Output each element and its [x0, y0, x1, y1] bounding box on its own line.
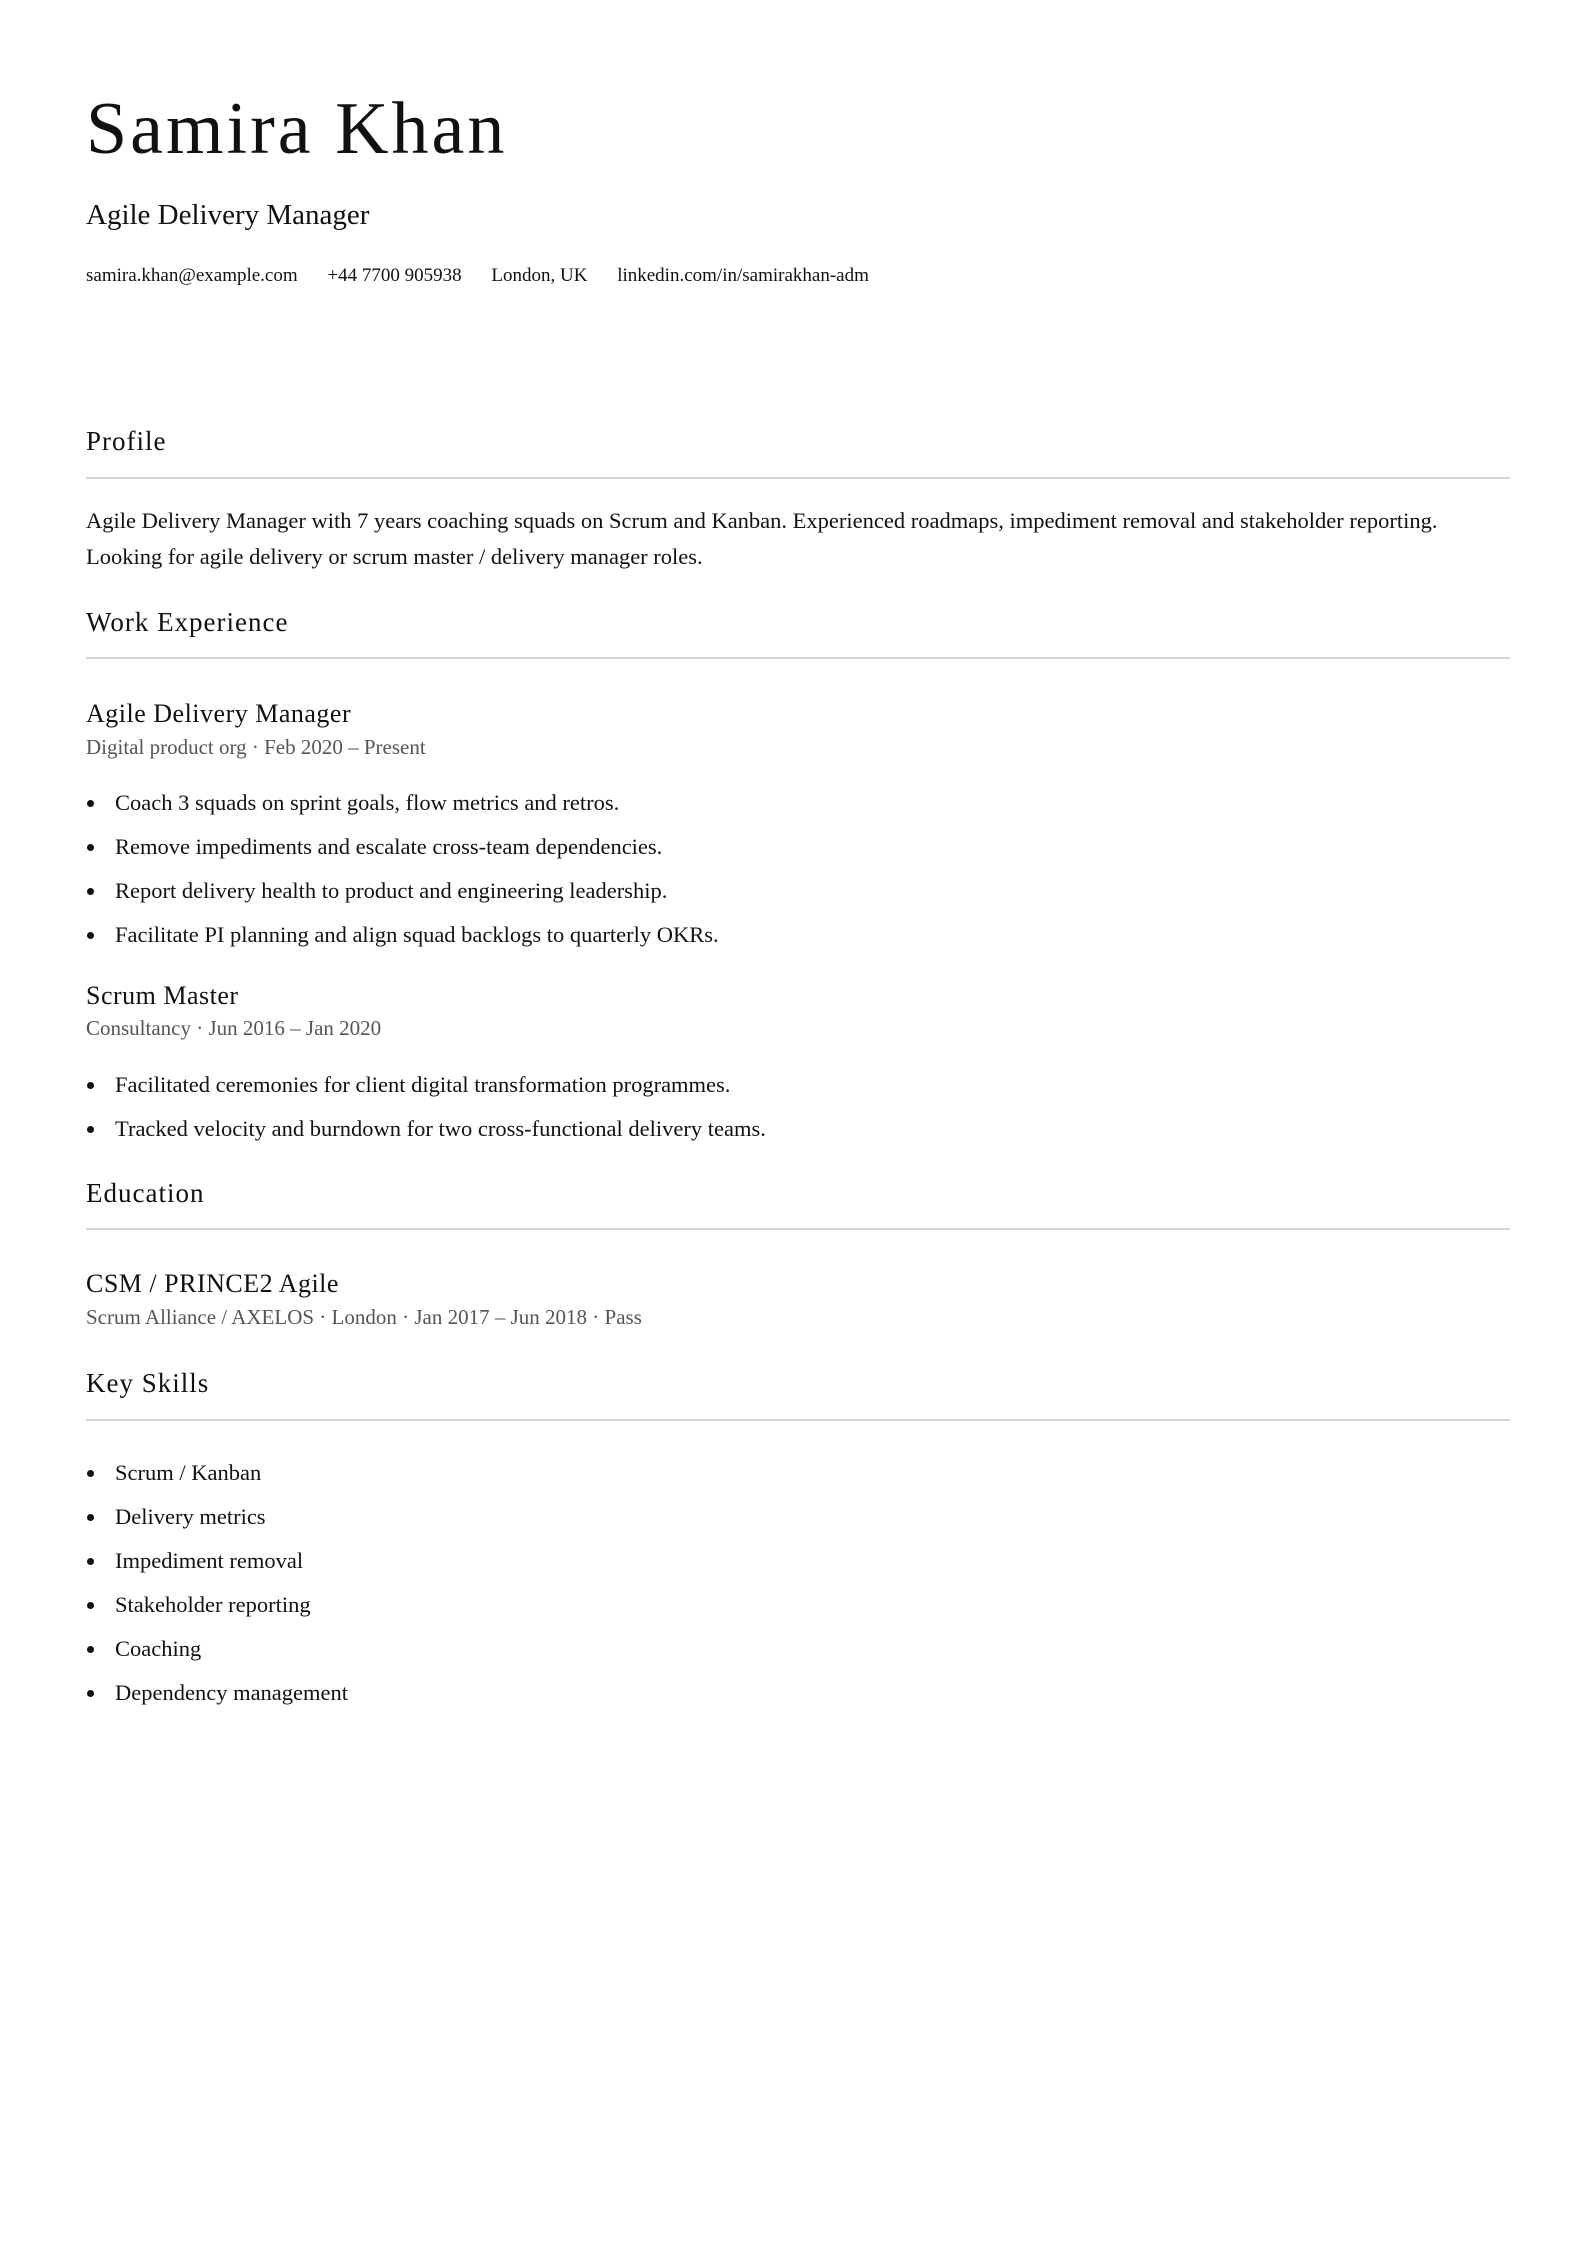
contact-phone: +44 7700 905938	[327, 265, 462, 286]
job-meta: Digital product org · Feb 2020 – Present	[86, 735, 426, 759]
section-divider	[86, 657, 1510, 659]
education-qualification: CSM / PRINCE2 Agile	[86, 1269, 339, 1298]
section-title-profile: Profile	[86, 426, 167, 456]
section-title-experience: Work Experience	[86, 607, 289, 637]
list-item: Remove impediments and escalate cross-team dependencies.	[86, 833, 719, 877]
list-item: Report delivery health to product and engineering leadership.	[86, 877, 719, 921]
education-meta: Scrum Alliance / AXELOS · London · Jan 2017 – Jun 2018 · Pass	[86, 1305, 642, 1329]
list-item: Dependency management	[86, 1679, 348, 1723]
section-title-skills: Key Skills	[86, 1368, 210, 1398]
list-item: Stakeholder reporting	[86, 1591, 348, 1635]
contact-email: samira.khan@example.com	[86, 265, 298, 286]
list-item: Tracked velocity and burndown for two cross-functional delivery teams.	[86, 1115, 766, 1159]
section-title-education: Education	[86, 1178, 205, 1208]
list-item: Delivery metrics	[86, 1503, 348, 1547]
profile-summary: Agile Delivery Manager with 7 years coaching squads on Scrum and Kanban. Experienced roadmaps, impediment removal and stakeholder reporting. Looking for agile delivery or scrum master / delivery manager roles.	[86, 508, 1438, 569]
list-item: Coaching	[86, 1635, 348, 1679]
skills-list	[86, 1459, 348, 1723]
section-divider	[86, 1228, 1510, 1230]
job-meta: Consultancy · Jun 2016 – Jan 2020	[86, 1016, 382, 1040]
contact-linkedin: linkedin.com/in/samirakhan-adm	[617, 265, 869, 286]
list-item: Scrum / Kanban	[86, 1459, 348, 1503]
section-divider	[86, 1419, 1510, 1421]
list-item: Facilitate PI planning and align squad backlogs to quarterly OKRs.	[86, 921, 719, 965]
job-title: Scrum Master	[86, 981, 239, 1010]
list-item: Coach 3 squads on sprint goals, flow metrics and retros.	[86, 789, 719, 833]
candidate-headline: Agile Delivery Manager	[86, 199, 370, 231]
contact-location: London, UK	[491, 265, 588, 286]
candidate-name: Samira Khan	[86, 88, 508, 170]
contact-line	[86, 265, 869, 288]
job-bullets	[86, 1071, 766, 1159]
job-title: Agile Delivery Manager	[86, 699, 352, 728]
job-bullets	[86, 789, 719, 965]
list-item: Facilitated ceremonies for client digital transformation programmes.	[86, 1071, 766, 1115]
section-divider	[86, 477, 1510, 479]
list-item: Impediment removal	[86, 1547, 348, 1591]
